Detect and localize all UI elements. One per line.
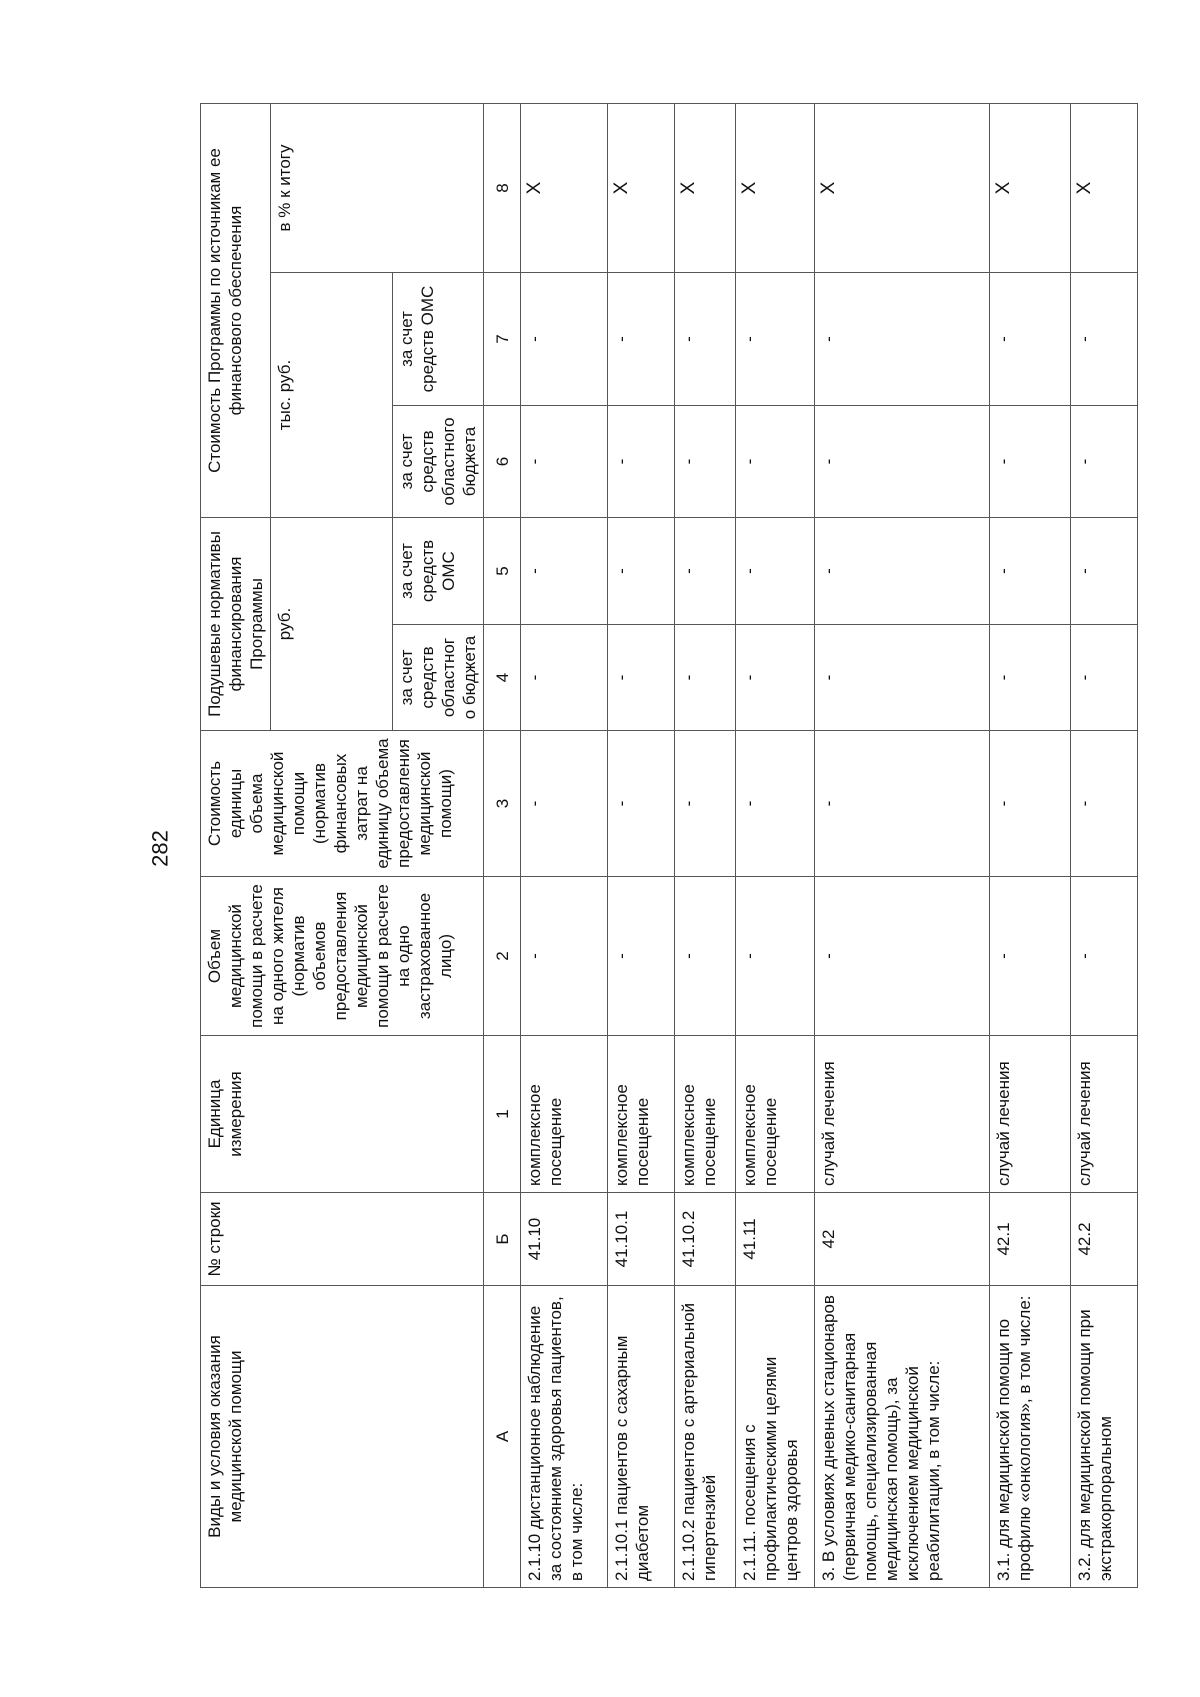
header-col-5: за счет средств ОМС [393, 518, 484, 625]
row-cost-oms: - [608, 273, 675, 406]
row-percent: X [990, 103, 1071, 272]
row-per-capita-oms: - [990, 518, 1071, 625]
table-row [1071, 103, 1138, 1587]
header-col-b: № строки [201, 1193, 484, 1286]
row-line-number: 42.2 [1071, 1193, 1138, 1286]
row-per-capita-oms: - [1071, 518, 1138, 625]
row-per-capita-budget: - [521, 625, 608, 731]
row-per-capita-budget: - [608, 625, 675, 731]
row-unit: случай лечения [815, 1036, 990, 1193]
row-per-capita-oms: - [608, 518, 675, 625]
header-col-3: Стоимость единицы объема медицинской помощи (норматив финансовых затрат на единицу объема предоставления медицинской помощи) [201, 731, 484, 877]
row-unit: комплексное посещение [608, 1036, 675, 1193]
colnum-7: 7 [484, 273, 521, 406]
row-percent: X [1071, 103, 1138, 272]
row-volume: - [815, 877, 990, 1036]
row-percent: X [608, 103, 675, 272]
row-cost-budget: - [675, 406, 736, 518]
colnum-8: 8 [484, 103, 521, 272]
row-per-capita-budget: - [990, 625, 1071, 731]
row-unit-cost: - [815, 731, 990, 877]
header-row-1 [201, 103, 271, 1587]
row-unit-cost: - [608, 731, 675, 877]
row-name: 2.1.11. посещения с профилактическими целями центров здоровья [736, 1286, 815, 1588]
table-row [990, 103, 1071, 1587]
row-unit-cost: - [736, 731, 815, 877]
header-col-2: Объем медицинской помощи в расчете на одного жителя (норматив объемов предоставления медицинской помощи в расчете на одно застрахованное лицо) [201, 877, 484, 1036]
row-cost-budget: - [521, 406, 608, 518]
row-line-number: 42 [815, 1193, 990, 1286]
row-cost-budget: - [815, 406, 990, 518]
row-per-capita-budget: - [1071, 625, 1138, 731]
row-unit: комплексное посещение [736, 1036, 815, 1193]
row-per-capita-oms: - [736, 518, 815, 625]
row-volume: - [608, 877, 675, 1036]
table-row [736, 103, 815, 1587]
row-per-capita-oms: - [521, 518, 608, 625]
table-row [521, 103, 608, 1587]
colnum-1: 1 [484, 1036, 521, 1193]
row-percent: X [815, 103, 990, 272]
colnum-4: 4 [484, 625, 521, 731]
row-volume: - [1071, 877, 1138, 1036]
colnum-5: 5 [484, 518, 521, 625]
row-unit: комплексное посещение [521, 1036, 608, 1193]
row-cost-budget: - [736, 406, 815, 518]
header-group-norm: Подушевые нормативы финансирования Программы [201, 518, 271, 731]
row-cost-budget: - [608, 406, 675, 518]
row-cost-budget: - [1071, 406, 1138, 518]
header-unit-thous: тыс. руб. [271, 273, 393, 518]
row-cost-oms: - [521, 273, 608, 406]
row-per-capita-oms: - [815, 518, 990, 625]
row-unit-cost: - [675, 731, 736, 877]
row-percent: X [675, 103, 736, 272]
colnum-6: 6 [484, 406, 521, 518]
header-unit-rub: руб. [271, 518, 393, 731]
row-volume: - [736, 877, 815, 1036]
row-name: 3. В условиях дневных стационаров (первичная медико-санитарная помощь, специализированная медицинская помощь), за исключением медицинской реабилитации, в том числе: [815, 1286, 990, 1588]
colnum-3: 3 [484, 731, 521, 877]
table-row [675, 103, 736, 1587]
row-per-capita-budget: - [675, 625, 736, 731]
table-row [815, 103, 990, 1587]
row-unit-cost: - [990, 731, 1071, 877]
row-cost-oms: - [990, 273, 1071, 406]
row-cost-oms: - [1071, 273, 1138, 406]
row-cost-oms: - [815, 273, 990, 406]
row-name: 3.1. для медицинской помощи по профилю «онкология», в том числе: [990, 1286, 1071, 1588]
header-col-7: за счет средств ОМС [393, 273, 484, 406]
colnum-2: 2 [484, 877, 521, 1036]
row-cost-oms: - [736, 273, 815, 406]
row-unit-cost: - [521, 731, 608, 877]
row-line-number: 41.10.1 [608, 1193, 675, 1286]
table-row [608, 103, 675, 1587]
row-percent: X [521, 103, 608, 272]
row-unit: комплексное посещение [675, 1036, 736, 1193]
colnum-a: А [484, 1286, 521, 1588]
row-name: 2.1.10.1 пациентов с сахарным диабетом [608, 1286, 675, 1588]
page-number: 282 [147, 830, 173, 867]
table-body [521, 103, 1138, 1587]
row-line-number: 42.1 [990, 1193, 1071, 1286]
header-col-4: за счет средств областног о бюджета [393, 625, 484, 731]
row-per-capita-budget: - [815, 625, 990, 731]
row-name: 2.1.10 дистанционное наблюдение за состоянием здоровья пациентов, в том числе: [521, 1286, 608, 1588]
row-line-number: 41.11 [736, 1193, 815, 1286]
row-unit-cost: - [1071, 731, 1138, 877]
row-line-number: 41.10 [521, 1193, 608, 1286]
header-group-cost: Стоимость Программы по источникам ее финансового обеспечения [201, 103, 271, 517]
row-volume: - [675, 877, 736, 1036]
row-volume: - [521, 877, 608, 1036]
header-col-1: Единица измерения [201, 1036, 484, 1193]
row-name: 2.1.10.2 пациентов с артериальной гипертензией [675, 1286, 736, 1588]
row-percent: X [736, 103, 815, 272]
header-col-8: в % к итогу [271, 103, 484, 272]
row-cost-budget: - [990, 406, 1071, 518]
row-per-capita-oms: - [675, 518, 736, 625]
column-numbering-row [484, 103, 521, 1587]
row-name: 3.2. для медицинской помощи при экстракорпоральном [1071, 1286, 1138, 1588]
header-col-6: за счет средств областного бюджета [393, 406, 484, 518]
row-unit: случай лечения [990, 1036, 1071, 1193]
header-col-a: Виды и условия оказания медицинской помощи [201, 1286, 484, 1588]
row-unit: случай лечения [1071, 1036, 1138, 1193]
row-line-number: 41.10.2 [675, 1193, 736, 1286]
row-volume: - [990, 877, 1071, 1036]
row-cost-oms: - [675, 273, 736, 406]
financing-table [200, 103, 1138, 1588]
financing-table-page [200, 104, 1178, 1588]
colnum-b: Б [484, 1193, 521, 1286]
row-per-capita-budget: - [736, 625, 815, 731]
